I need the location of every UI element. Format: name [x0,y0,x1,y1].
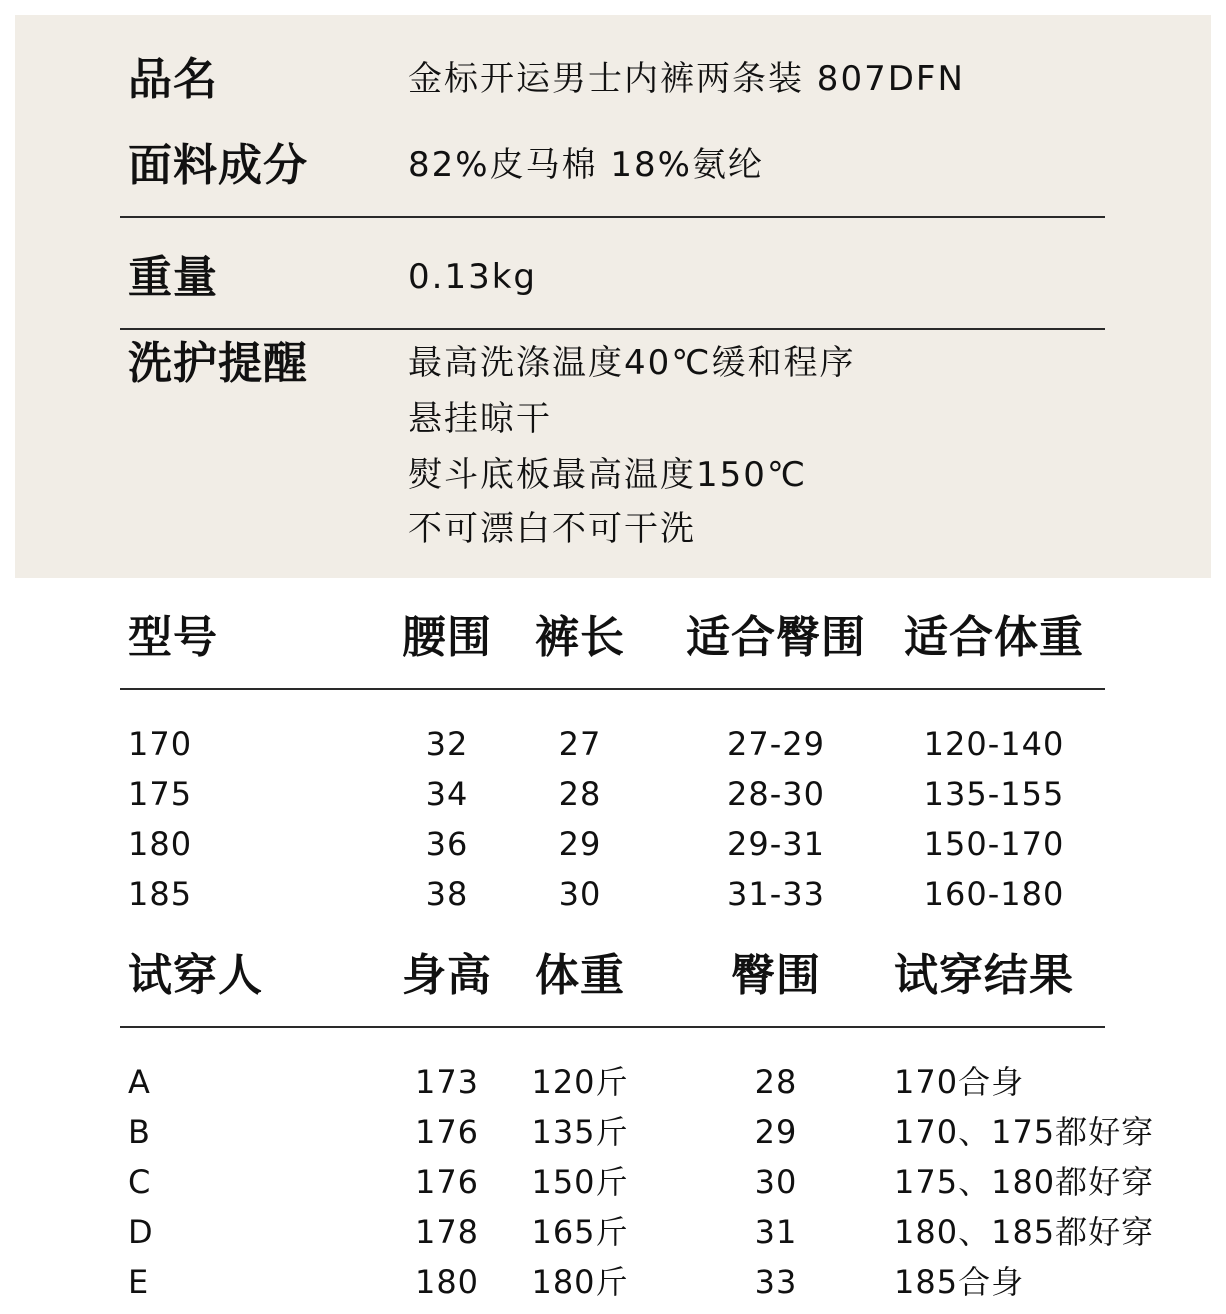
size-header-hip: 适合臀围 [686,612,866,663]
trial-result: 170合身 [894,1063,1025,1101]
care-line: 不可漂白不可干洗 [408,509,696,549]
trial-weight: 165斤 [531,1213,629,1251]
weight-label: 重量 [128,252,218,303]
care-line: 悬挂晾干 [408,399,552,439]
weight-value: 0.13kg [408,257,537,297]
trial-result: 180、185都好穿 [894,1213,1155,1251]
divider [120,688,1105,690]
trial-header-weight: 体重 [535,950,625,1001]
trial-header-result: 试穿结果 [894,950,1074,1001]
care-line: 熨斗底板最高温度150℃ [408,455,808,495]
size-length: 28 [558,775,602,813]
trial-result: 185合身 [894,1263,1025,1301]
trial-height: 176 [414,1113,480,1151]
trial-hip: 28 [754,1063,798,1101]
size-waist: 34 [425,775,469,813]
care-label: 洗护提醒 [128,338,308,389]
trial-height: 180 [414,1263,480,1301]
trial-height: 173 [414,1063,480,1101]
trial-weight: 150斤 [531,1163,629,1201]
product-name-value: 金标开运男士内裤两条装 807DFN [408,59,965,99]
trial-height: 176 [414,1163,480,1201]
fabric-label: 面料成分 [128,140,308,191]
size-weight: 120-140 [923,725,1065,763]
size-length: 29 [558,825,602,863]
trial-hip: 31 [754,1213,798,1251]
size-header-waist: 腰围 [402,612,492,663]
trial-weight: 135斤 [531,1113,629,1151]
divider [120,216,1105,218]
size-model: 175 [128,775,193,813]
trial-hip: 33 [754,1263,798,1301]
divider [120,1026,1105,1028]
size-hip: 27-29 [727,725,825,763]
trial-height: 178 [414,1213,480,1251]
trial-header-hip: 臀围 [731,950,821,1001]
size-hip: 31-33 [727,875,825,913]
trial-person: E [128,1263,150,1301]
size-header-weight: 适合体重 [904,612,1084,663]
size-hip: 29-31 [727,825,825,863]
size-weight: 135-155 [923,775,1065,813]
size-model: 180 [128,825,193,863]
size-waist: 36 [425,825,469,863]
size-weight: 150-170 [923,825,1065,863]
trial-hip: 29 [754,1113,798,1151]
size-weight: 160-180 [923,875,1065,913]
size-model: 170 [128,725,193,763]
trial-result: 170、175都好穿 [894,1113,1155,1151]
size-hip: 28-30 [727,775,825,813]
size-header-model: 型号 [128,612,218,663]
trial-hip: 30 [754,1163,798,1201]
trial-header-person: 试穿人 [128,950,263,1001]
size-header-length: 裤长 [535,612,625,663]
trial-person: A [128,1063,151,1101]
size-length: 27 [558,725,602,763]
care-line: 最高洗涤温度40℃缓和程序 [408,343,856,383]
divider [120,328,1105,330]
trial-result: 175、180都好穿 [894,1163,1155,1201]
size-model: 185 [128,875,193,913]
trial-person: D [128,1213,154,1251]
product-name-label: 品名 [128,54,218,105]
trial-weight: 180斤 [531,1263,629,1301]
trial-person: C [128,1163,152,1201]
fabric-value: 82%皮马棉 18%氨纶 [408,145,764,185]
size-length: 30 [558,875,602,913]
trial-person: B [128,1113,151,1151]
trial-header-height: 身高 [402,950,492,1001]
size-waist: 38 [425,875,469,913]
size-waist: 32 [425,725,469,763]
trial-weight: 120斤 [531,1063,629,1101]
